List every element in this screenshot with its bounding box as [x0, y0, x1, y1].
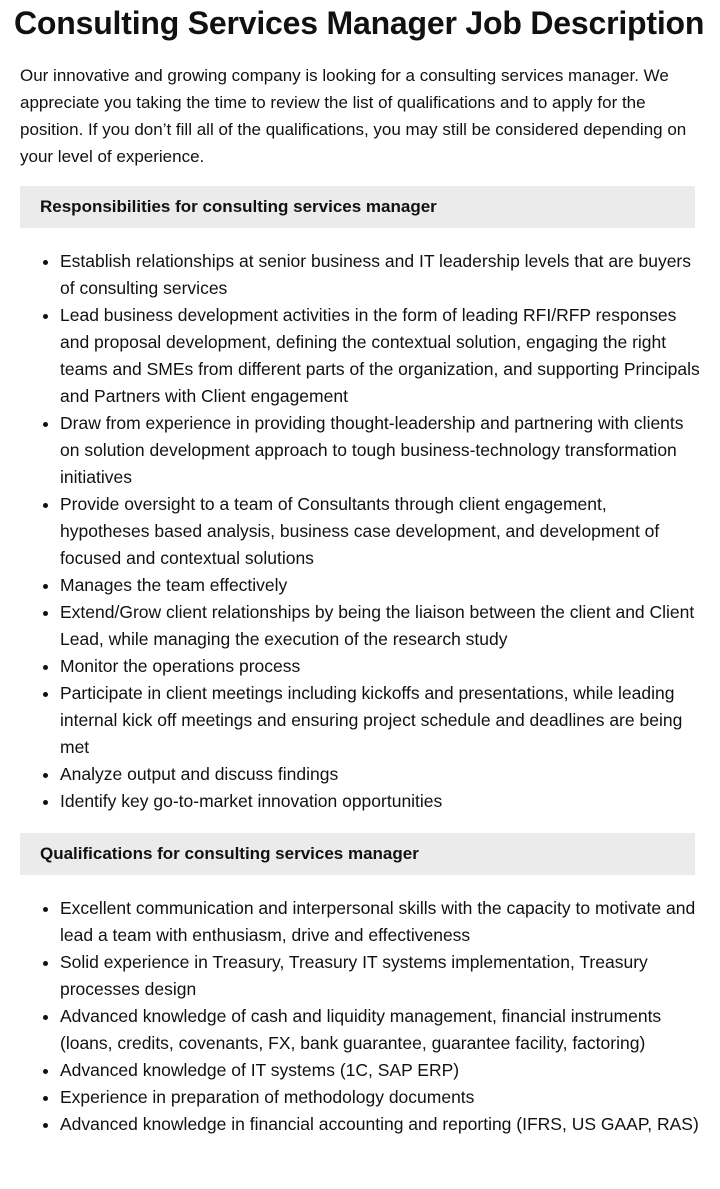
list-item: • Participate in client meetings including kickoffs and presentations, while leading internal kick off meetings and ensuring project schedule and deadlines are being met — [60, 680, 700, 761]
list-item: • Draw from experience in providing thought-leadership and partnering with clients on solution development approach to tough business-technology transformation initiatives — [60, 410, 700, 491]
list-item: • Advanced knowledge of IT systems (1C, SAP ERP) — [60, 1057, 700, 1084]
intro-paragraph: Our innovative and growing company is looking for a consulting services manager. We appreciate you taking the time to review the list of qualifications and to apply for the position. If you don’t fill all of the qualifications, you may still be considered depending on your level of experience. — [20, 66, 687, 166]
list-item: • Monitor the operations process — [60, 653, 700, 680]
page-title: Consulting Services Manager Job Description — [14, 5, 705, 41]
list-item: • Identify key go-to-market innovation opportunities — [60, 788, 700, 815]
list-item: • Advanced knowledge in financial accounting and reporting (IFRS, US GAAP, RAS) — [60, 1111, 700, 1138]
responsibilities-list — [20, 248, 700, 815]
responsibilities-heading: Responsibilities for consulting services manager — [20, 186, 695, 228]
list-item: • Manages the team effectively — [60, 572, 700, 599]
list-item: • Excellent communication and interpersonal skills with the capacity to motivate and lead a team with enthusiasm, drive and effectiveness — [60, 895, 700, 949]
list-item: • Experience in preparation of methodology documents — [60, 1084, 700, 1111]
list-item: • Provide oversight to a team of Consultants through client engagement, hypotheses based analysis, business case development, and development of focused and contextual solutions — [60, 491, 700, 572]
list-item: • Advanced knowledge of cash and liquidity management, financial instruments (loans, credits, covenants, FX, bank guarantee, guarantee facility, factoring) — [60, 1003, 700, 1057]
list-item: • Solid experience in Treasury, Treasury IT systems implementation, Treasury processes design — [60, 949, 700, 1003]
list-item: • Lead business development activities in the form of leading RFI/RFP responses and proposal development, defining the contextual solution, engaging the right teams and SMEs from different parts of the organization, and supporting Principals and Partners with Client engagement — [60, 302, 700, 410]
qualifications-list — [20, 895, 700, 1138]
list-item: • Extend/Grow client relationships by being the liaison between the client and Client Lead, while managing the execution of the research study — [60, 599, 700, 653]
list-item: • Establish relationships at senior business and IT leadership levels that are buyers of consulting services — [60, 248, 700, 302]
qualifications-heading: Qualifications for consulting services manager — [20, 833, 695, 875]
list-item: • Analyze output and discuss findings — [60, 761, 700, 788]
